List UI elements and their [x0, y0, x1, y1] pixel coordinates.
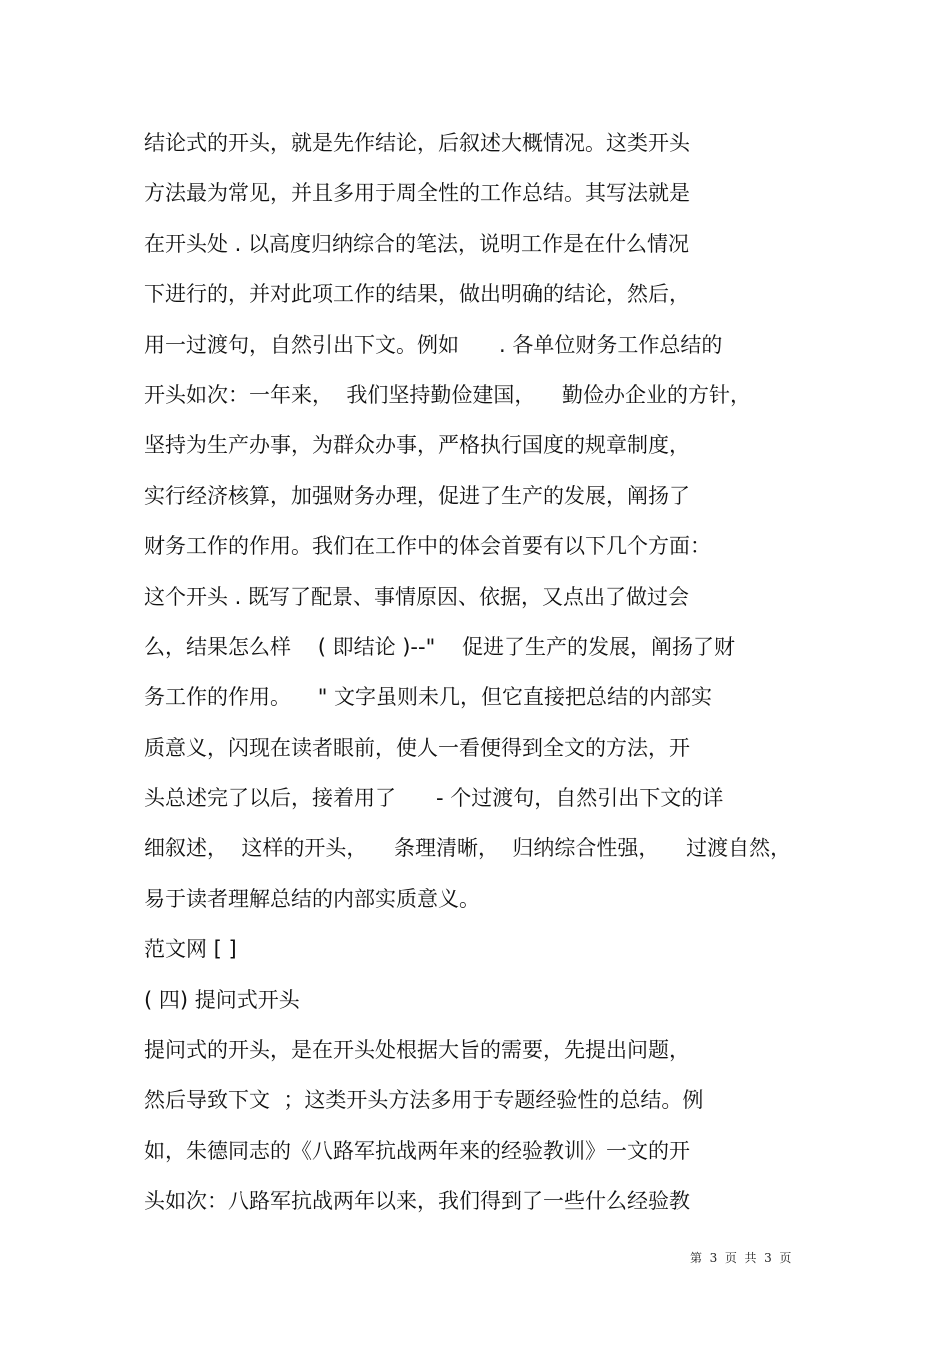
body-text [144, 118, 804, 1227]
text-line: 然后导致下文 ；这类开头方法多用于专题经验性的总结。例 [144, 1088, 704, 1113]
page-number-footer: 第 3 页 共 3 页 [690, 1251, 792, 1265]
text-line: 范文网 [ ] [144, 937, 237, 962]
text-line: 易于读者理解总结的内部实质意义。 [144, 886, 480, 911]
text-line: 方法最为常见，并且多用于周全性的工作总结。其写法就是 [144, 181, 690, 206]
text-line: 头总述完了以后，接着用了 - 个过渡句，自然引出下文的详 [144, 786, 724, 811]
text-line: 财务工作的作用。我们在工作中的体会首要有以下几个方面： [144, 534, 711, 559]
text-line: 在开头处 . 以高度归纳综合的笔法，说明工作是在什么情况 [144, 231, 690, 256]
text-line: 如，朱德同志的《八路军抗战两年来的经验教训》一文的开 [144, 1138, 690, 1163]
text-line: 务工作的作用。 " 文字虽则未几，但它直接把总结的内部实 [144, 685, 713, 710]
text-line: 头如次：八路军抗战两年以来，我们得到了一些什么经验教 [144, 1189, 690, 1214]
text-line: 结论式的开头，就是先作结论，后叙述大概情况。这类开头 [144, 131, 690, 155]
text-line: 么，结果怎么样 ( 即结论 )--" 促进了生产的发展，阐扬了财 [144, 634, 735, 659]
text-line: 提问式的开头，是在开头处根据大旨的需要，先提出问题， [144, 1038, 690, 1063]
text-line: 下进行的，并对此项工作的结果，做出明确的结论，然后， [144, 282, 690, 307]
text-line: 实行经济核算，加强财务办理，促进了生产的发展，阐扬了 [144, 483, 690, 508]
text-line: 坚持为生产办事，为群众办事，严格执行国度的规章制度， [144, 433, 690, 458]
text-line: 细叙述， 这样的开头， 条理清晰， 归纳综合性强， 过渡自然， [144, 836, 792, 861]
section-heading: ( 四) 提问式开头 [144, 987, 300, 1012]
text-line: 这个开头 . 既写了配景、事情原因、依据，又点出了做过会 [144, 584, 690, 609]
text-line: 开头如次：一年来， 我们坚持勤俭建国， 勤俭办企业的方针， [144, 382, 752, 407]
text-line: 用一过渡句，自然引出下文。例如 . 各单位财务工作总结的 [144, 332, 723, 357]
text-line: 质意义，闪现在读者眼前，使人一看便得到全文的方法，开 [144, 735, 690, 760]
